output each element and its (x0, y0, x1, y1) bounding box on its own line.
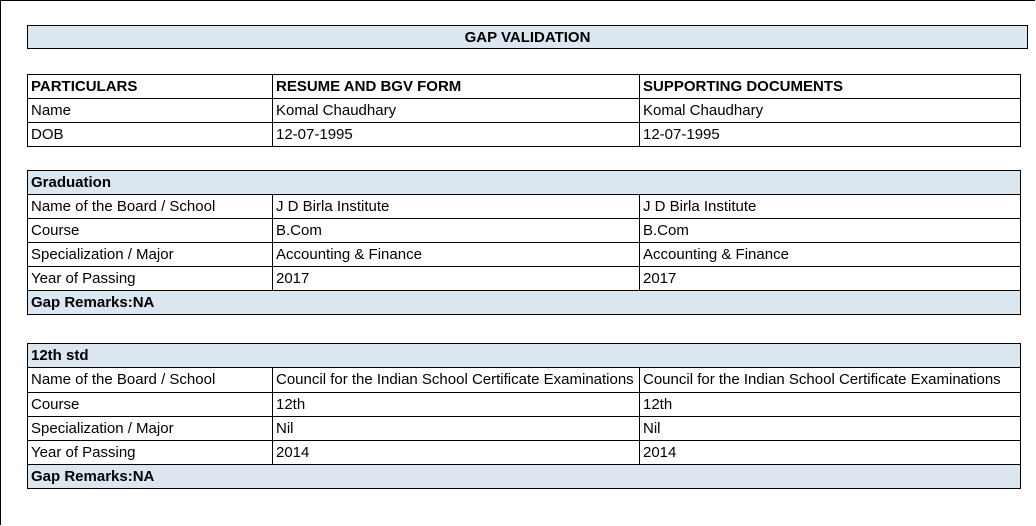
resume-value: 2014 (273, 441, 640, 465)
gap-remarks: Gap Remarks:NA (28, 291, 1021, 315)
row-label: Name (28, 99, 273, 123)
row-label: Name of the Board / School (28, 195, 273, 219)
resume-value: Nil (273, 417, 640, 441)
resume-value: Komal Chaudhary (273, 99, 640, 123)
document-value: 12th (640, 393, 1021, 417)
resume-value: Council for the Indian School Certificate Examinations (273, 368, 640, 393)
remarks-row (28, 291, 1021, 315)
row-label: Name of the Board / School (28, 368, 273, 393)
document-value: Nil (640, 417, 1021, 441)
document-value: Accounting & Finance (640, 243, 1021, 267)
section-heading-row (28, 171, 1021, 195)
particulars-header-row (28, 75, 1021, 99)
gap-remarks: Gap Remarks:NA (28, 465, 1021, 489)
table-row (28, 417, 1021, 441)
document-value: 2017 (640, 267, 1021, 291)
table-row (28, 368, 1021, 393)
remarks-row (28, 465, 1021, 489)
document-value: B.Com (640, 219, 1021, 243)
resume-value: 2017 (273, 267, 640, 291)
row-label: Specialization / Major (28, 243, 273, 267)
document-value: 2014 (640, 441, 1021, 465)
twelfth-table (27, 343, 1021, 489)
table-row (28, 99, 1021, 123)
page-title: GAP VALIDATION (464, 29, 591, 46)
row-label: Specialization / Major (28, 417, 273, 441)
twelfth-heading: 12th std (28, 344, 1021, 368)
resume-value: B.Com (273, 219, 640, 243)
section-heading-row (28, 344, 1021, 368)
table-row (28, 243, 1021, 267)
table-row (28, 195, 1021, 219)
resume-value: J D Birla Institute (273, 195, 640, 219)
row-label: DOB (28, 123, 273, 147)
document-value: 12-07-1995 (640, 123, 1021, 147)
gap-validation-title (27, 25, 1028, 49)
header-resume-bgv: RESUME AND BGV FORM (273, 75, 640, 99)
row-label: Year of Passing (28, 267, 273, 291)
table-row (28, 267, 1021, 291)
table-row (28, 219, 1021, 243)
graduation-heading: Graduation (28, 171, 1021, 195)
table-row (28, 123, 1021, 147)
resume-value: Accounting & Finance (273, 243, 640, 267)
table-row (28, 393, 1021, 417)
row-label: Course (28, 219, 273, 243)
document-value: J D Birla Institute (640, 195, 1021, 219)
header-supporting-docs: SUPPORTING DOCUMENTS (640, 75, 1021, 99)
resume-value: 12-07-1995 (273, 123, 640, 147)
table-row (28, 441, 1021, 465)
header-particulars: PARTICULARS (28, 75, 273, 99)
row-label: Course (28, 393, 273, 417)
document-value: Council for the Indian School Certificate Examinations (640, 368, 1021, 393)
resume-value: 12th (273, 393, 640, 417)
graduation-table (27, 170, 1021, 315)
document-value: Komal Chaudhary (640, 99, 1021, 123)
row-label: Year of Passing (28, 441, 273, 465)
particulars-table (27, 74, 1021, 147)
